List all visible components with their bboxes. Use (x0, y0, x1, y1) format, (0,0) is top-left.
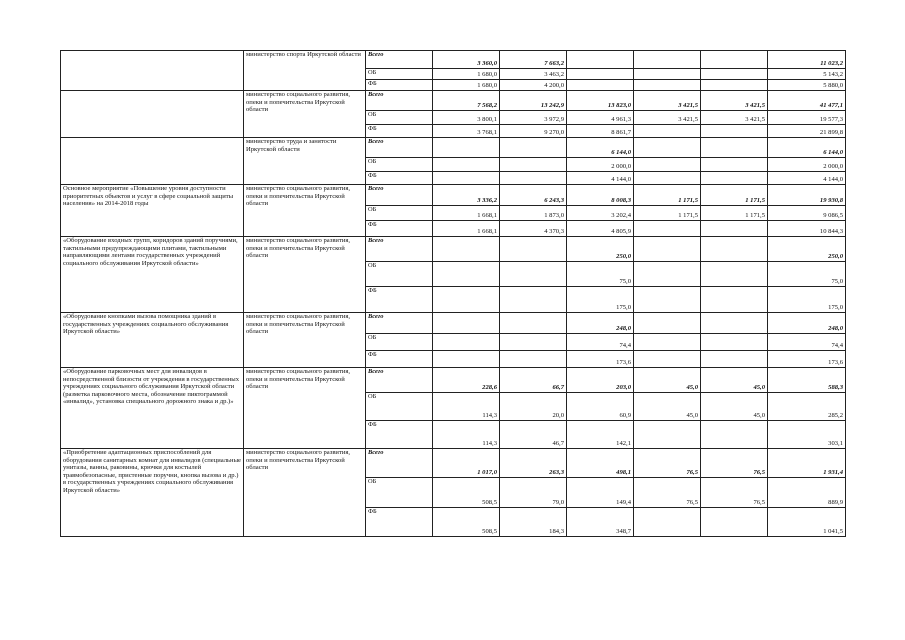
funding-source-cell: ОБ (366, 334, 433, 351)
year-value-cell: 76,5 (701, 478, 768, 508)
executor-cell: министерство труда и занятости Иркутской области (244, 138, 366, 185)
funding-source-cell: Всего (366, 237, 433, 262)
year-value-cell (634, 51, 701, 69)
year-value-cell: 1 668,1 (433, 206, 500, 221)
total-value-cell: 19 577,3 (768, 111, 846, 125)
year-value-cell (433, 351, 500, 368)
total-value-cell: 4 144,0 (768, 172, 846, 185)
year-value-cell (701, 158, 768, 172)
total-value-cell: 41 477,1 (768, 91, 846, 111)
year-value-cell: 79,0 (500, 478, 567, 508)
year-value-cell (634, 138, 701, 158)
year-value-cell: 3 202,4 (567, 206, 634, 221)
year-value-cell (701, 80, 768, 91)
total-value-cell: 75,0 (768, 262, 846, 287)
year-value-cell (500, 351, 567, 368)
year-value-cell (634, 334, 701, 351)
event-name-cell: «Оборудование кнопками вызова помощника зданий в государственных учреждениях социального обслуживания Иркутской области» (61, 313, 244, 368)
year-value-cell (634, 80, 701, 91)
year-value-cell: 46,7 (500, 421, 567, 449)
year-value-cell (500, 313, 567, 334)
year-value-cell: 45,0 (701, 368, 768, 393)
total-value-cell: 2 000,0 (768, 158, 846, 172)
year-value-cell (567, 69, 634, 80)
executor-cell: министерство социального развития, опеки и попечительства Иркутской области (244, 368, 366, 449)
year-value-cell: 74,4 (567, 334, 634, 351)
table-row (61, 138, 846, 158)
total-value-cell: 11 023,2 (768, 51, 846, 69)
year-value-cell: 1 017,0 (433, 449, 500, 478)
executor-cell: министерство социального развития, опеки и попечительства Иркутской области (244, 449, 366, 537)
year-value-cell: 149,4 (567, 478, 634, 508)
funding-source-cell: ФБ (366, 221, 433, 237)
year-value-cell: 75,0 (567, 262, 634, 287)
total-value-cell: 6 144,0 (768, 138, 846, 158)
total-value-cell: 588,3 (768, 368, 846, 393)
year-value-cell (567, 80, 634, 91)
event-name-cell: Основное мероприятие «Повышение уровня доступности приоритетных объектов и услуг в сфере социальной защиты населения» на 2014-2018 годы (61, 185, 244, 237)
year-value-cell: 3 463,2 (500, 69, 567, 80)
funding-source-cell: Всего (366, 51, 433, 69)
year-value-cell: 4 805,9 (567, 221, 634, 237)
year-value-cell: 3 421,5 (634, 91, 701, 111)
total-value-cell: 10 844,3 (768, 221, 846, 237)
year-value-cell (634, 351, 701, 368)
event-name-cell (61, 51, 244, 91)
year-value-cell (634, 421, 701, 449)
year-value-cell: 6 243,3 (500, 185, 567, 206)
year-value-cell (701, 221, 768, 237)
year-value-cell (701, 138, 768, 158)
year-value-cell: 76,5 (634, 478, 701, 508)
total-value-cell: 250,0 (768, 237, 846, 262)
table-row (61, 313, 846, 334)
funding-source-cell: ФБ (366, 172, 433, 185)
year-value-cell: 173,6 (567, 351, 634, 368)
year-value-cell: 13 823,0 (567, 91, 634, 111)
year-value-cell: 175,0 (567, 287, 634, 313)
year-value-cell (701, 172, 768, 185)
total-value-cell: 175,0 (768, 287, 846, 313)
year-value-cell: 1 680,0 (433, 80, 500, 91)
year-value-cell (634, 237, 701, 262)
year-value-cell: 1 171,5 (634, 206, 701, 221)
executor-cell: министерство социального развития, опеки и попечительства Иркутской области (244, 185, 366, 237)
year-value-cell: 20,0 (500, 393, 567, 421)
year-value-cell: 8 008,3 (567, 185, 634, 206)
year-value-cell: 8 861,7 (567, 125, 634, 138)
year-value-cell (500, 287, 567, 313)
total-value-cell: 1 931,4 (768, 449, 846, 478)
year-value-cell: 203,0 (567, 368, 634, 393)
budget-table (60, 50, 846, 537)
total-value-cell: 9 086,5 (768, 206, 846, 221)
executor-cell: министерство социального развития, опеки и попечительства Иркутской области (244, 91, 366, 138)
executor-cell: министерство спорта Иркутской области (244, 51, 366, 91)
year-value-cell (433, 172, 500, 185)
funding-source-cell: Всего (366, 91, 433, 111)
year-value-cell (433, 138, 500, 158)
year-value-cell: 1 680,0 (433, 69, 500, 80)
year-value-cell (634, 508, 701, 537)
year-value-cell (634, 287, 701, 313)
funding-source-cell: ОБ (366, 478, 433, 508)
year-value-cell: 3 421,5 (701, 111, 768, 125)
funding-source-cell: ОБ (366, 262, 433, 287)
year-value-cell: 3 972,9 (500, 111, 567, 125)
year-value-cell (701, 125, 768, 138)
executor-cell: министерство социального развития, опеки и попечительства Иркутской области (244, 237, 366, 313)
total-value-cell: 285,2 (768, 393, 846, 421)
year-value-cell: 1 171,5 (701, 185, 768, 206)
total-value-cell: 248,0 (768, 313, 846, 334)
event-name-cell: «Оборудование входных групп, коридоров зданий поручнями, тактильными предупреждающими плитами, тактильными направляющими лентами государственных учреждений социального обслуживания Иркутской области» (61, 237, 244, 313)
year-value-cell: 1 171,5 (634, 185, 701, 206)
total-value-cell: 173,6 (768, 351, 846, 368)
funding-source-cell: ФБ (366, 287, 433, 313)
year-value-cell: 4 961,3 (567, 111, 634, 125)
total-value-cell: 19 930,8 (768, 185, 846, 206)
funding-source-cell: ФБ (366, 508, 433, 537)
funding-source-cell: ОБ (366, 111, 433, 125)
table-row (61, 91, 846, 111)
table-row (61, 237, 846, 262)
table-row (61, 368, 846, 393)
funding-source-cell: ФБ (366, 125, 433, 138)
funding-source-cell: Всего (366, 313, 433, 334)
total-value-cell: 5 880,0 (768, 80, 846, 91)
funding-source-cell: ОБ (366, 206, 433, 221)
year-value-cell (701, 51, 768, 69)
event-name-cell (61, 91, 244, 138)
year-value-cell (634, 172, 701, 185)
executor-cell: министерство социального развития, опеки и попечительства Иркутской области (244, 313, 366, 368)
table-row (61, 51, 846, 69)
funding-source-cell: ОБ (366, 393, 433, 421)
year-value-cell: 45,0 (634, 393, 701, 421)
year-value-cell: 6 144,0 (567, 138, 634, 158)
year-value-cell (634, 158, 701, 172)
year-value-cell: 76,5 (634, 449, 701, 478)
year-value-cell: 1 171,5 (701, 206, 768, 221)
year-value-cell: 3 421,5 (701, 91, 768, 111)
year-value-cell (701, 351, 768, 368)
year-value-cell (433, 313, 500, 334)
year-value-cell (634, 221, 701, 237)
funding-source-cell: ОБ (366, 69, 433, 80)
year-value-cell: 498,1 (567, 449, 634, 478)
year-value-cell: 4 200,0 (500, 80, 567, 91)
total-value-cell: 5 143,2 (768, 69, 846, 80)
year-value-cell: 2 000,0 (567, 158, 634, 172)
year-value-cell: 7 568,2 (433, 91, 500, 111)
funding-source-cell: Всего (366, 138, 433, 158)
funding-source-cell: ФБ (366, 80, 433, 91)
table-row (61, 449, 846, 478)
year-value-cell (500, 262, 567, 287)
table-row (61, 185, 846, 206)
year-value-cell (500, 138, 567, 158)
year-value-cell: 3 360,0 (433, 51, 500, 69)
year-value-cell (634, 262, 701, 287)
year-value-cell: 114,3 (433, 421, 500, 449)
year-value-cell (634, 313, 701, 334)
year-value-cell: 3 421,5 (634, 111, 701, 125)
year-value-cell: 45,0 (634, 368, 701, 393)
year-value-cell: 508,5 (433, 478, 500, 508)
year-value-cell: 7 663,2 (500, 51, 567, 69)
year-value-cell: 3 768,1 (433, 125, 500, 138)
total-value-cell: 74,4 (768, 334, 846, 351)
year-value-cell: 263,3 (500, 449, 567, 478)
year-value-cell: 1 873,0 (500, 206, 567, 221)
event-name-cell: «Оборудование парковочных мест для инвалидов в непосредственной близости от учреждения в государственных учреждениях социального обслуживания Иркутской области (разметка парковочного места, обозначение пиктограммой «инвалид», установка специального дорожного знака и др.)» (61, 368, 244, 449)
year-value-cell: 3 336,2 (433, 185, 500, 206)
year-value-cell (701, 262, 768, 287)
year-value-cell: 508,5 (433, 508, 500, 537)
year-value-cell (500, 237, 567, 262)
year-value-cell (433, 237, 500, 262)
year-value-cell (567, 51, 634, 69)
year-value-cell: 114,3 (433, 393, 500, 421)
funding-source-cell: ФБ (366, 421, 433, 449)
year-value-cell: 348,7 (567, 508, 634, 537)
year-value-cell: 4 144,0 (567, 172, 634, 185)
year-value-cell: 66,7 (500, 368, 567, 393)
total-value-cell: 21 899,8 (768, 125, 846, 138)
year-value-cell (701, 421, 768, 449)
year-value-cell: 184,3 (500, 508, 567, 537)
year-value-cell (433, 334, 500, 351)
year-value-cell: 142,1 (567, 421, 634, 449)
event-name-cell: «Приобретение адаптационных приспособлений для оборудования санитарных комнат для инвалидов (специальные унитазы, ванны, раковины, крючки для костылей травмобезопасные, пристенные поручни, кнопка вызова и др.) в государственных учреждениях социального обслуживания Иркутской области» (61, 449, 244, 537)
funding-source-cell: Всего (366, 368, 433, 393)
year-value-cell (433, 262, 500, 287)
year-value-cell: 3 800,1 (433, 111, 500, 125)
year-value-cell (433, 287, 500, 313)
year-value-cell: 45,0 (701, 393, 768, 421)
total-value-cell: 303,1 (768, 421, 846, 449)
year-value-cell (701, 237, 768, 262)
funding-source-cell: Всего (366, 449, 433, 478)
year-value-cell: 76,5 (701, 449, 768, 478)
year-value-cell (701, 287, 768, 313)
year-value-cell (701, 69, 768, 80)
year-value-cell (500, 158, 567, 172)
year-value-cell (701, 313, 768, 334)
funding-source-cell: Всего (366, 185, 433, 206)
year-value-cell: 1 668,1 (433, 221, 500, 237)
year-value-cell (500, 334, 567, 351)
year-value-cell: 4 370,3 (500, 221, 567, 237)
year-value-cell (500, 172, 567, 185)
year-value-cell: 13 242,9 (500, 91, 567, 111)
year-value-cell (634, 69, 701, 80)
year-value-cell (701, 508, 768, 537)
event-name-cell (61, 138, 244, 185)
year-value-cell: 60,9 (567, 393, 634, 421)
total-value-cell: 1 041,5 (768, 508, 846, 537)
total-value-cell: 889,9 (768, 478, 846, 508)
year-value-cell: 248,0 (567, 313, 634, 334)
funding-source-cell: ФБ (366, 351, 433, 368)
year-value-cell (701, 334, 768, 351)
year-value-cell: 9 270,0 (500, 125, 567, 138)
year-value-cell (433, 158, 500, 172)
year-value-cell (634, 125, 701, 138)
year-value-cell: 250,0 (567, 237, 634, 262)
funding-source-cell: ОБ (366, 158, 433, 172)
year-value-cell: 228,6 (433, 368, 500, 393)
